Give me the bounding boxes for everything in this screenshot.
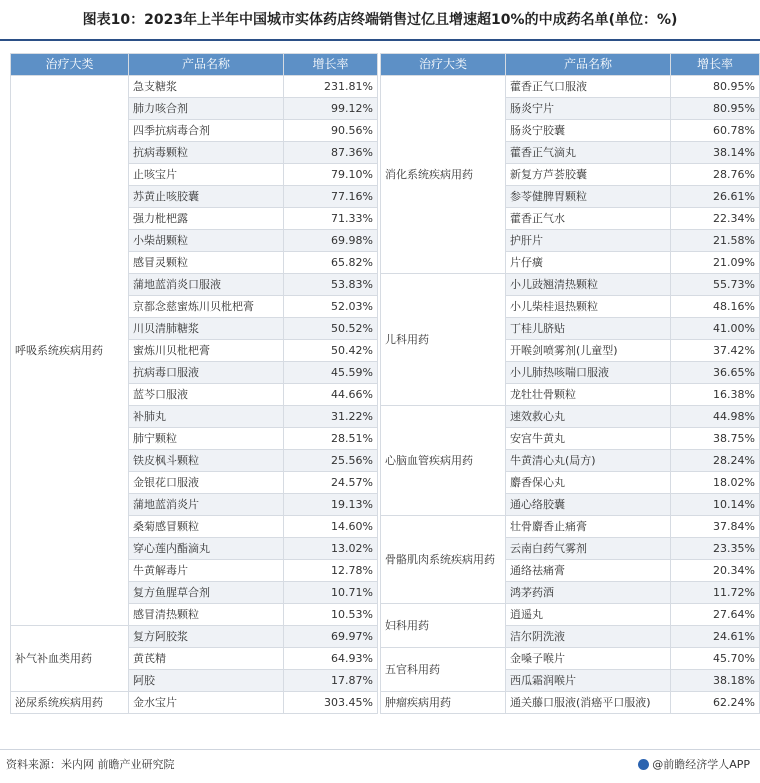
table-row — [381, 274, 760, 296]
source-note: 资料来源：米内网 前瞻产业研究院 — [6, 758, 175, 771]
product-name-cell: 片仔癀 — [506, 252, 671, 274]
product-name-cell: 强力枇杷露 — [129, 208, 284, 230]
growth-rate-cell: 20.34% — [671, 560, 760, 582]
growth-rate-cell: 27.64% — [671, 604, 760, 626]
product-name-cell: 小儿柴桂退热颗粒 — [506, 296, 671, 318]
growth-rate-cell: 10.71% — [284, 582, 378, 604]
header-growth: 增长率 — [284, 54, 378, 76]
table-row — [11, 626, 378, 648]
growth-rate-cell: 52.03% — [284, 296, 378, 318]
product-name-cell: 龙牡壮骨颗粒 — [506, 384, 671, 406]
table-row — [381, 648, 760, 670]
product-name-cell: 逍遥丸 — [506, 604, 671, 626]
growth-rate-cell: 69.97% — [284, 626, 378, 648]
product-name-cell: 西瓜霜润喉片 — [506, 670, 671, 692]
product-name-cell: 洁尔阴洗液 — [506, 626, 671, 648]
product-name-cell: 复方鱼腥草合剂 — [129, 582, 284, 604]
growth-rate-cell: 21.09% — [671, 252, 760, 274]
growth-rate-cell: 90.56% — [284, 120, 378, 142]
product-name-cell: 藿香正气口服液 — [506, 76, 671, 98]
right-table — [380, 53, 760, 714]
product-name-cell: 感冒清热颗粒 — [129, 604, 284, 626]
product-name-cell: 抗病毒颗粒 — [129, 142, 284, 164]
category-cell: 补气补血类用药 — [11, 626, 129, 692]
growth-rate-cell: 28.51% — [284, 428, 378, 450]
product-name-cell: 牛黄清心丸(局方) — [506, 450, 671, 472]
category-cell: 骨骼肌肉系统疾病用药 — [381, 516, 506, 604]
product-name-cell: 丁桂儿脐贴 — [506, 318, 671, 340]
growth-rate-cell: 25.56% — [284, 450, 378, 472]
product-name-cell: 补肺丸 — [129, 406, 284, 428]
growth-rate-cell: 50.42% — [284, 340, 378, 362]
brand-credit — [638, 756, 750, 772]
growth-rate-cell: 64.93% — [284, 648, 378, 670]
growth-rate-cell: 231.81% — [284, 76, 378, 98]
product-name-cell: 壮骨麝香止痛膏 — [506, 516, 671, 538]
growth-rate-cell: 87.36% — [284, 142, 378, 164]
growth-rate-cell: 55.73% — [671, 274, 760, 296]
product-name-cell: 四季抗病毒合剂 — [129, 120, 284, 142]
growth-rate-cell: 62.24% — [671, 692, 760, 714]
growth-rate-cell: 23.35% — [671, 538, 760, 560]
right-table-body — [381, 76, 760, 714]
growth-rate-cell: 17.87% — [284, 670, 378, 692]
product-name-cell: 开喉剑喷雾剂(儿童型) — [506, 340, 671, 362]
growth-rate-cell: 37.84% — [671, 516, 760, 538]
footer-divider — [0, 749, 760, 750]
product-name-cell: 止咳宝片 — [129, 164, 284, 186]
table-row — [381, 604, 760, 626]
category-cell: 泌尿系统疾病用药 — [11, 692, 129, 714]
product-name-cell: 安宫牛黄丸 — [506, 428, 671, 450]
product-name-cell: 京都念慈蜜炼川贝枇杷膏 — [129, 296, 284, 318]
growth-rate-cell: 36.65% — [671, 362, 760, 384]
growth-rate-cell: 19.13% — [284, 494, 378, 516]
product-name-cell: 护肝片 — [506, 230, 671, 252]
growth-rate-cell: 44.98% — [671, 406, 760, 428]
product-name-cell: 藿香正气水 — [506, 208, 671, 230]
product-name-cell: 麝香保心丸 — [506, 472, 671, 494]
growth-rate-cell: 99.12% — [284, 98, 378, 120]
product-name-cell: 阿胶 — [129, 670, 284, 692]
header-category: 治疗大类 — [381, 54, 506, 76]
growth-rate-cell: 21.58% — [671, 230, 760, 252]
growth-rate-cell: 79.10% — [284, 164, 378, 186]
growth-rate-cell: 14.60% — [284, 516, 378, 538]
growth-rate-cell: 45.59% — [284, 362, 378, 384]
growth-rate-cell: 28.76% — [671, 164, 760, 186]
chart-title: 图表10：2023年上半年中国城市实体药店终端销售过亿且增速超10%的中成药名单(单位：%) — [82, 12, 678, 28]
growth-rate-cell: 65.82% — [284, 252, 378, 274]
growth-rate-cell: 18.02% — [671, 472, 760, 494]
growth-rate-cell: 60.78% — [671, 120, 760, 142]
product-name-cell: 参苓健脾胃颗粒 — [506, 186, 671, 208]
product-name-cell: 通关藤口服液(消癌平口服液) — [506, 692, 671, 714]
product-name-cell: 肠炎宁片 — [506, 98, 671, 120]
category-cell: 呼吸系统疾病用药 — [11, 76, 129, 626]
growth-rate-cell: 10.14% — [671, 494, 760, 516]
product-name-cell: 小柴胡颗粒 — [129, 230, 284, 252]
product-name-cell: 金银花口服液 — [129, 472, 284, 494]
drug-list-sheet — [10, 53, 759, 744]
table-row — [381, 692, 760, 714]
product-name-cell: 铁皮枫斗颗粒 — [129, 450, 284, 472]
growth-rate-cell: 10.53% — [284, 604, 378, 626]
header-product: 产品名称 — [506, 54, 671, 76]
product-name-cell: 苏黄止咳胶囊 — [129, 186, 284, 208]
growth-rate-cell: 12.78% — [284, 560, 378, 582]
growth-rate-cell: 28.24% — [671, 450, 760, 472]
product-name-cell: 鸿茅药酒 — [506, 582, 671, 604]
growth-rate-cell: 31.22% — [284, 406, 378, 428]
growth-rate-cell: 11.72% — [671, 582, 760, 604]
product-name-cell: 蜜炼川贝枇杷膏 — [129, 340, 284, 362]
product-name-cell: 蒲地蓝消炎口服液 — [129, 274, 284, 296]
product-name-cell: 小儿豉翘清热颗粒 — [506, 274, 671, 296]
product-name-cell: 抗病毒口服液 — [129, 362, 284, 384]
growth-rate-cell: 71.33% — [284, 208, 378, 230]
growth-rate-cell: 80.95% — [671, 76, 760, 98]
growth-rate-cell: 24.57% — [284, 472, 378, 494]
category-cell: 心脑血管疾病用药 — [381, 406, 506, 516]
growth-rate-cell: 44.66% — [284, 384, 378, 406]
category-cell: 妇科用药 — [381, 604, 506, 648]
header-category: 治疗大类 — [11, 54, 129, 76]
growth-rate-cell: 77.16% — [284, 186, 378, 208]
right-header-row — [381, 54, 760, 76]
left-header-row — [11, 54, 378, 76]
brand-text: @前瞻经济学人APP — [652, 758, 750, 771]
product-name-cell: 黄芪精 — [129, 648, 284, 670]
product-name-cell: 云南白药气雾剂 — [506, 538, 671, 560]
product-name-cell: 通心络胶囊 — [506, 494, 671, 516]
product-name-cell: 川贝清肺糖浆 — [129, 318, 284, 340]
growth-rate-cell: 22.34% — [671, 208, 760, 230]
growth-rate-cell: 13.02% — [284, 538, 378, 560]
table-row — [11, 76, 378, 98]
category-cell: 消化系统疾病用药 — [381, 76, 506, 274]
table-row — [11, 692, 378, 714]
growth-rate-cell: 16.38% — [671, 384, 760, 406]
growth-rate-cell: 41.00% — [671, 318, 760, 340]
category-cell: 五官科用药 — [381, 648, 506, 692]
product-name-cell: 肠炎宁胶囊 — [506, 120, 671, 142]
product-name-cell: 通络祛痛膏 — [506, 560, 671, 582]
growth-rate-cell: 45.70% — [671, 648, 760, 670]
product-name-cell: 藿香正气滴丸 — [506, 142, 671, 164]
product-name-cell: 肺宁颗粒 — [129, 428, 284, 450]
header-product: 产品名称 — [129, 54, 284, 76]
product-name-cell: 小儿肺热咳喘口服液 — [506, 362, 671, 384]
brand-logo-icon — [638, 759, 649, 770]
growth-rate-cell: 26.61% — [671, 186, 760, 208]
product-name-cell: 金嗓子喉片 — [506, 648, 671, 670]
growth-rate-cell: 38.14% — [671, 142, 760, 164]
growth-rate-cell: 24.61% — [671, 626, 760, 648]
product-name-cell: 桑菊感冒颗粒 — [129, 516, 284, 538]
title-divider — [0, 39, 760, 41]
growth-rate-cell: 38.18% — [671, 670, 760, 692]
product-name-cell: 新复方芦荟胶囊 — [506, 164, 671, 186]
header-growth: 增长率 — [671, 54, 760, 76]
growth-rate-cell: 48.16% — [671, 296, 760, 318]
growth-rate-cell: 50.52% — [284, 318, 378, 340]
category-cell: 儿科用药 — [381, 274, 506, 406]
table-row — [381, 76, 760, 98]
product-name-cell: 金水宝片 — [129, 692, 284, 714]
growth-rate-cell: 80.95% — [671, 98, 760, 120]
category-cell: 肿瘤疾病用药 — [381, 692, 506, 714]
product-name-cell: 复方阿胶浆 — [129, 626, 284, 648]
growth-rate-cell: 69.98% — [284, 230, 378, 252]
product-name-cell: 速效救心丸 — [506, 406, 671, 428]
left-table-body — [11, 76, 378, 714]
growth-rate-cell: 38.75% — [671, 428, 760, 450]
product-name-cell: 肺力咳合剂 — [129, 98, 284, 120]
product-name-cell: 感冒灵颗粒 — [129, 252, 284, 274]
growth-rate-cell: 53.83% — [284, 274, 378, 296]
growth-rate-cell: 37.42% — [671, 340, 760, 362]
product-name-cell: 穿心莲内酯滴丸 — [129, 538, 284, 560]
product-name-cell: 蒲地蓝消炎片 — [129, 494, 284, 516]
table-row — [381, 516, 760, 538]
product-name-cell: 蓝芩口服液 — [129, 384, 284, 406]
left-table — [10, 53, 378, 714]
growth-rate-cell: 303.45% — [284, 692, 378, 714]
product-name-cell: 急支糖浆 — [129, 76, 284, 98]
table-row — [381, 406, 760, 428]
product-name-cell: 牛黄解毒片 — [129, 560, 284, 582]
